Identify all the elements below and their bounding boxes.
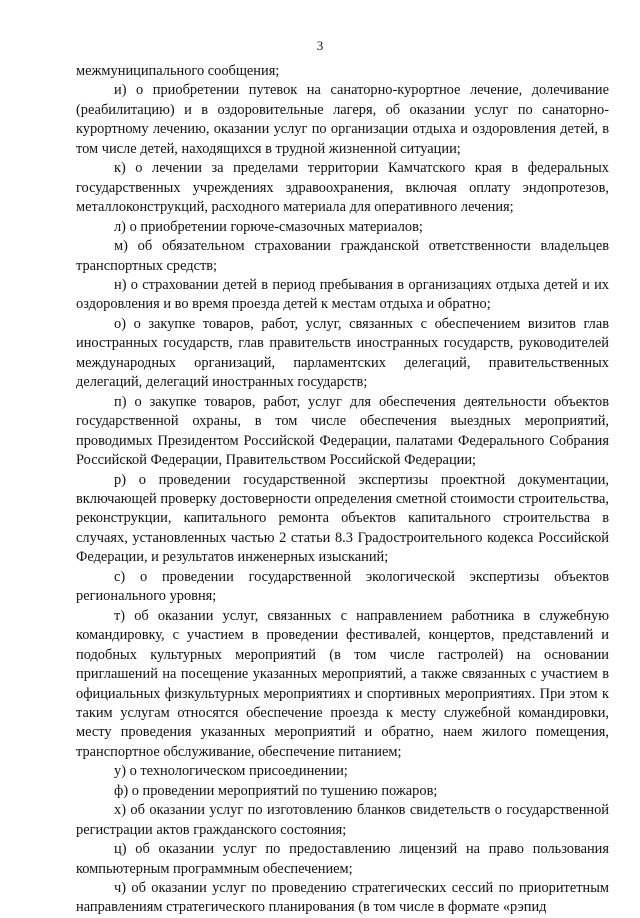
paragraph-ts: ц) об оказании услуг по предоставлению лицензий на право пользования компьютерным программным обеспечением; xyxy=(76,841,609,877)
paragraph-kh: х) об оказании услуг по изготовлению бланков свидетельств о государственной регистрации актов гражданского состояния; xyxy=(76,802,609,838)
paragraph-n: н) о страховании детей в период пребывания в организациях отдыха детей и их оздоровления и во время проезда детей к местам отдыха и обратно; xyxy=(76,276,609,313)
paragraph-s: с) о проведении государственной экологической экспертизы объектов регионального уровня; xyxy=(76,568,609,605)
document-body xyxy=(76,62,609,918)
paragraph-l: л) о приобретении горюче-смазочных материалов; xyxy=(114,218,423,235)
paragraph-i: и) о приобретении путевок на санаторно-курортное лечение, долечивание (реабилитацию) и в оздоровительные лагеря, об оказании услуг по санаторно-курортному лечению, оказании услуг по организации отдыха и оздоровления детей, в том числе детей, находящихся в трудной жизненной ситуации; xyxy=(76,82,609,157)
paragraph-intro: межмуниципального сообщения; xyxy=(76,63,280,79)
paragraph-o: о) о закупке товаров, работ, услуг, связанных с обеспечением визитов глав иностранных государств, глав правительств иностранных государств, руководителей международных организаций, парламентских делегаций, правительственных делегаций, делегаций иностранных государств; xyxy=(76,315,609,391)
paragraph-ch: ч) об оказании услуг по проведению стратегических сессий по приоритетным направлениям стратегического планирования (в том числе в формате «рэпид xyxy=(76,880,609,916)
page-number: 3 xyxy=(316,38,324,53)
paragraph-t: т) об оказании услуг, связанных с направлением работника в служебную командировку, с участием в проведении фестивалей, концертов, представлений и подобных культурных мероприятий (в том числе гастролей) на основании приглашений на посещение указанных мероприятий, а также связанных с участием в официальных физкультурных мероприятиях и спортивных мероприятиях. При этом к таким услугам относятся обеспечение проезда к месту служебной командировки, месту проведения указанных мероприятий и обратно, наем жилого помещения, транспортное обслуживание, обеспечение питанием; xyxy=(76,607,609,760)
paragraph-r: р) о проведении государственной экспертизы проектной документации, включающей проверку достоверности определения сметной стоимости строительства, реконструкции, капитального ремонта объектов капитального строительства в случаях, установленных частью 2 статьи 8.3 Градостроительного кодекса Российской Федерации, и результатов инженерных изысканий; xyxy=(76,471,609,566)
paragraph-m: м) об обязательном страховании гражданской ответственности владельцев транспортных средств; xyxy=(76,238,609,274)
paragraph-f: ф) о проведении мероприятий по тушению пожаров; xyxy=(114,782,438,799)
paragraph-p: п) о закупке товаров, работ, услуг для обеспечения деятельности объектов государственной охраны, в том числе обеспечения выездных мероприятий, проводимых Президентом Российской Федерации, палатами Федерального Собрания Российской Федерации, Правительством Российской Федерации; xyxy=(76,393,609,469)
paragraph-k: к) о лечении за пределами территории Камчатского края в федеральных государственных учреждениях здравоохранения, включая оплату эндопротезов, металлоконструкций, расходного материала для оперативного лечения; xyxy=(76,160,609,216)
paragraph-u: у) о технологическом присоединении; xyxy=(114,763,348,780)
